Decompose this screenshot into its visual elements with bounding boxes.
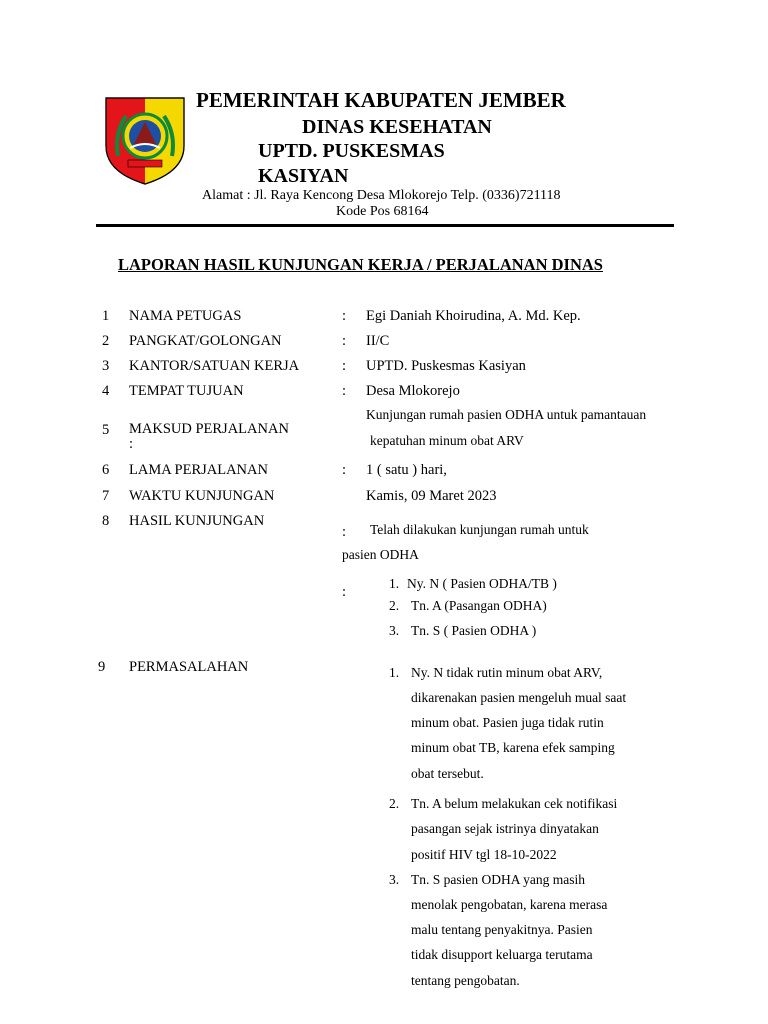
row-number: 8 (102, 513, 110, 529)
header-address: Alamat : Jl. Raya Kencong Desa Mlokorejo Telp. (0336)721118 (202, 188, 561, 203)
field-value-visit-time: Kamis, 09 Maret 2023 (366, 488, 497, 504)
list-item-number: 3. (389, 623, 400, 638)
header-department: DINAS KESEHATAN (302, 116, 492, 138)
row-number: 1 (102, 308, 110, 324)
header-location: KASIYAN (258, 165, 349, 187)
report-title: LAPORAN HASIL KUNJUNGAN KERJA / PERJALANAN DINAS (118, 255, 603, 274)
list-item-line: Ny. N tidak rutin minum obat ARV, (411, 665, 603, 680)
field-label: TEMPAT TUJUAN (129, 383, 244, 399)
field-label: PERMASALAHAN (129, 659, 249, 675)
field-label: PANGKAT/GOLONGAN (129, 333, 282, 349)
field-colon: : (342, 524, 347, 540)
field-value-duration: 1 ( satu ) hari, (366, 462, 447, 478)
list-item-line: malu tentang penyakitnya. Pasien (411, 922, 593, 937)
jember-regency-emblem-icon (104, 94, 186, 186)
field-value-result-line2: pasien ODHA (342, 547, 419, 562)
row-number: 9 (98, 659, 106, 675)
field-value-result-line1: Telah dilakukan kunjungan rumah untuk (370, 522, 589, 537)
field-label: NAMA PETUGAS (129, 308, 242, 324)
list-item-line: minum obat TB, karena efek samping (411, 740, 615, 755)
list-item-line: obat tersebut. (411, 766, 484, 781)
field-value-purpose-line2: kepatuhan minum obat ARV (370, 433, 524, 448)
field-label: KANTOR/SATUAN KERJA (129, 358, 300, 374)
list-item-line: positif HIV tgl 18-10-2022 (411, 847, 557, 862)
list-item-line: dikarenakan pasien mengeluh mual saat (411, 690, 627, 705)
list-item-line: tentang pengobatan. (411, 973, 520, 988)
field-colon: : (129, 436, 134, 452)
letterhead-divider (96, 224, 674, 227)
list-item-number: 3. (389, 872, 400, 887)
list-item-line: minum obat. Pasien juga tidak rutin (411, 715, 604, 730)
field-label: HASIL KUNJUNGAN (129, 513, 265, 529)
list-item-number: 1. (389, 576, 400, 591)
row-number: 5 (102, 422, 110, 438)
field-value-purpose-line1: Kunjungan rumah pasien ODHA untuk pamantauan (366, 407, 647, 422)
row-number: 7 (102, 488, 110, 504)
list-item-number: 2. (389, 796, 400, 811)
field-value-office: UPTD. Puskesmas Kasiyan (366, 358, 526, 374)
row-number: 4 (102, 383, 110, 399)
header-unit: UPTD. PUSKESMAS (258, 140, 445, 162)
field-colon: : (342, 584, 347, 600)
field-label: LAMA PERJALANAN (129, 462, 268, 478)
field-colon: : (342, 358, 347, 374)
field-label: MAKSUD PERJALANAN (129, 421, 289, 437)
field-value-officer-name: Egi Daniah Khoirudina, A. Md. Kep. (366, 308, 581, 324)
list-item: Tn. S ( Pasien ODHA ) (411, 623, 537, 638)
field-colon: : (342, 462, 347, 478)
list-item-number: 2. (389, 598, 400, 613)
list-item-line: pasangan sejak istrinya dinyatakan (411, 821, 599, 836)
header-postal-code: Kode Pos 68164 (336, 204, 429, 219)
list-item: Ny. N ( Pasien ODHA/TB ) (407, 576, 557, 591)
field-label: WAKTU KUNJUNGAN (129, 488, 275, 504)
row-number: 6 (102, 462, 110, 478)
field-colon: : (342, 308, 347, 324)
list-item-number: 1. (389, 665, 400, 680)
field-value-rank: II/C (366, 333, 390, 349)
row-number: 3 (102, 358, 110, 374)
field-value-destination: Desa Mlokorejo (366, 383, 460, 399)
list-item: Tn. A (Pasangan ODHA) (411, 598, 547, 613)
list-item-line: Tn. S pasien ODHA yang masih (411, 872, 585, 887)
field-colon: : (342, 333, 347, 349)
field-colon: : (342, 383, 347, 399)
row-number: 2 (102, 333, 110, 349)
header-government: PEMERINTAH KABUPATEN JEMBER (196, 88, 566, 112)
list-item-line: tidak disupport keluarga terutama (411, 947, 593, 962)
list-item-line: menolak pengobatan, karena merasa (411, 897, 608, 912)
list-item-line: Tn. A belum melakukan cek notifikasi (411, 796, 618, 811)
